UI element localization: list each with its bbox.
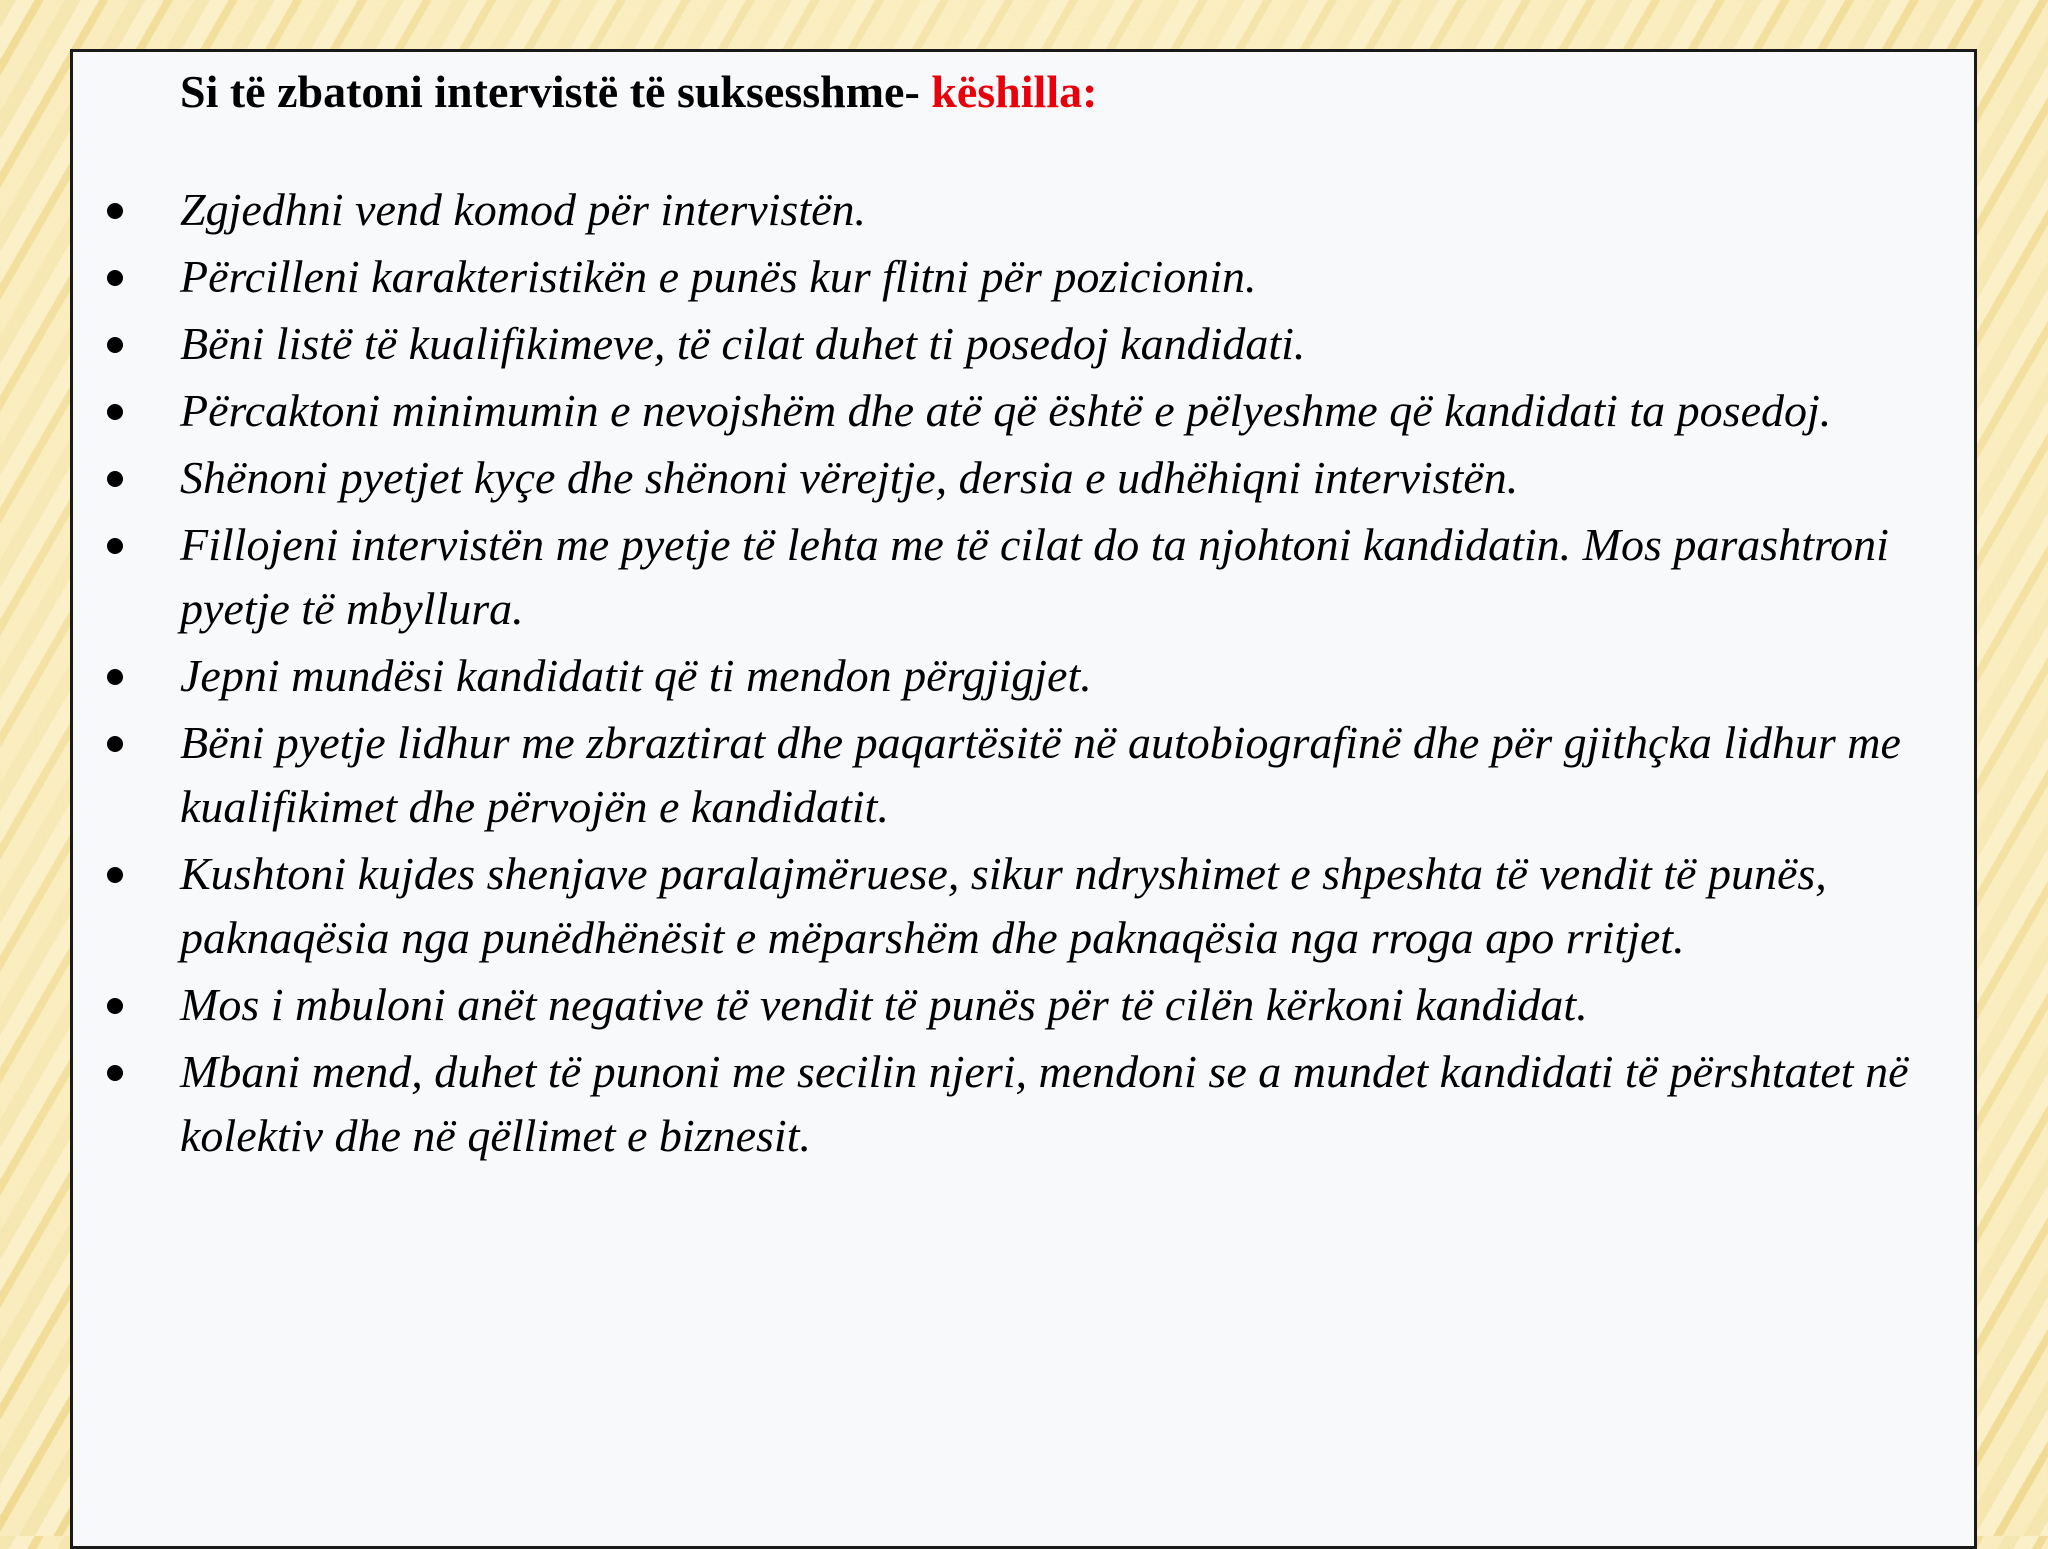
slide-title [180,62,1097,122]
bullet-icon [107,203,123,219]
bullet-icon [107,736,123,752]
tip-item [180,973,1940,1037]
bullet-icon [107,538,123,554]
bullet-icon [107,1065,123,1081]
tip-item [180,446,1940,510]
tip-text: Shënoni pyetjet kyçe dhe shënoni vërejtje, dersia e udhëhiqni intervistën. [180,452,1519,503]
tip-text: Fillojeni intervistën me pyetje të lehta me të cilat do ta njohtoni kandidatin. Mos parashtroni pyetje të mbyllura. [180,519,1889,634]
tip-text: Bëni pyetje lidhur me zbraztirat dhe paqartësitë në autobiografinë dhe për gjithçka lidhur me kualifikimet dhe përvojën e kandidatit. [180,717,1901,832]
slide-panel [70,49,1977,1549]
tip-text: Bëni listë të kualifikimeve, të cilat duhet ti posedoj kandidati. [180,318,1306,369]
tip-text: Përcilleni karakteristikën e punës kur flitni për pozicionin. [180,251,1257,302]
title-main: Si të zbatoni intervistë të suksesshme- [180,66,932,117]
tip-item [180,711,1940,839]
tip-item [180,842,1940,970]
tip-text: Mos i mbuloni anët negative të vendit të punës për të cilën kërkoni kandidat. [180,979,1588,1030]
bullet-icon [107,471,123,487]
bullet-icon [107,404,123,420]
tip-text: Zgjedhni vend komod për intervistën. [180,184,867,235]
tip-item [180,245,1940,309]
tip-item [180,513,1940,641]
tip-item [180,644,1940,708]
tip-text: Jepni mundësi kandidatit që ti mendon përgjigjet. [180,650,1092,701]
tip-item [180,312,1940,376]
bullet-icon [107,669,123,685]
tip-item [180,379,1940,443]
bullet-icon [107,337,123,353]
tip-item [180,178,1940,242]
bullet-icon [107,867,123,883]
tip-text: Përcaktoni minimumin e nevojshëm dhe atë që është e pëlyeshme që kandidati ta posedoj. [180,385,1832,436]
tips-list [180,178,1940,1171]
tip-text: Kushtoni kujdes shenjave paralajmëruese, sikur ndryshimet e shpeshta të vendit të punës, paknaqësia nga punëdhënësit e mëparshëm dhe paknaqësia nga rroga apo rritjet. [180,848,1827,963]
bullet-icon [107,998,123,1014]
title-accent: këshilla: [931,66,1098,117]
tip-text: Mbani mend, duhet të punoni me secilin njeri, mendoni se a mundet kandidati të përshtatet në kolektiv dhe në qëllimet e biznesit. [180,1046,1909,1161]
bullet-icon [107,270,123,286]
tip-item [180,1040,1940,1168]
